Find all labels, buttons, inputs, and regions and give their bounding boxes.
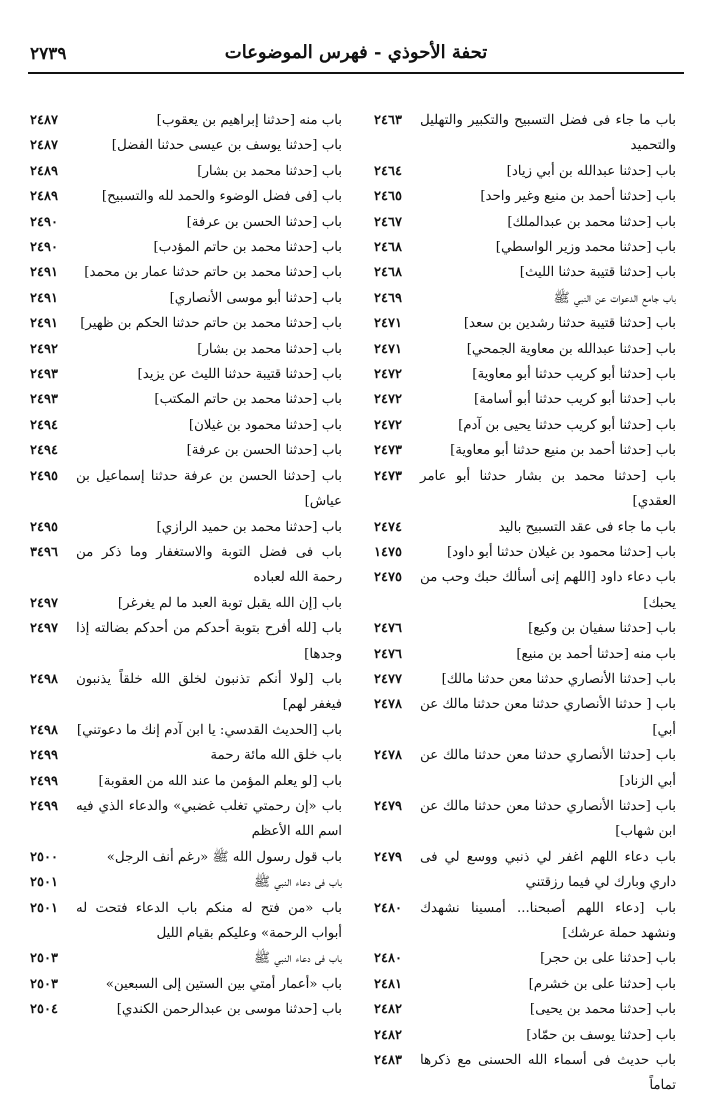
entry-title: باب [حدثنا محمود بن غيلان]: [188, 417, 342, 433]
index-entry: [30, 794, 342, 845]
entry-page-number: ٢٤٩٨: [30, 671, 58, 687]
entry-page-number: ٢٤٧٢: [374, 367, 402, 383]
entry-title: باب [حدثنا الحسن بن عرفة]: [186, 214, 342, 230]
entry-page-number: ٢٤٩٨: [30, 722, 58, 738]
entry-title: باب [دعاء اللهم أصبحنا... أمسينا نشهدك ونشهد حملة عرشك]: [420, 900, 676, 941]
entry-title: باب [حدثنا محمد بن حاتم حدثنا الحكم بن ظهير]: [80, 316, 342, 332]
entry-page-number: ٢٥٠٤: [30, 1002, 58, 1018]
entry-page-number: ٢٥٠٠: [30, 849, 58, 865]
entry-page-number: ٢٤٨٩: [30, 163, 58, 179]
entry-page-number: ٢٤٩٤: [30, 417, 58, 433]
entry-page-number: ٢٤٧٨: [374, 748, 402, 764]
index-entry: [374, 464, 676, 515]
index-entry: [30, 845, 342, 870]
entry-page-number: ٢٤٨٠: [374, 951, 402, 967]
entry-title: باب فى دعاء النبي ﷺ: [253, 951, 342, 967]
index-entry: [374, 362, 676, 387]
index-entry: [30, 896, 342, 947]
entry-page-number: ٢٤٧٣: [374, 443, 402, 459]
entry-page-number: ٢٤٧٢: [374, 417, 402, 433]
entry-title: باب [حدثنا محمد بن حميد الرازي]: [156, 519, 342, 535]
entry-title: باب فى دعاء النبي ﷺ: [253, 875, 342, 891]
entry-title: باب قول رسول الله ﷺ «رغم أنف الرجل»: [106, 849, 342, 865]
entry-page-number: ٢٥٠١: [30, 875, 58, 891]
entry-title: باب [حدثنا أبو موسى الأنصاري]: [169, 290, 342, 306]
index-entry: [374, 260, 676, 285]
index-entry: [30, 870, 342, 895]
index-entry: [374, 235, 676, 260]
entry-page-number: ٢٥٠١: [30, 900, 58, 916]
index-entry: [374, 159, 676, 184]
entry-title: باب [حدثنا أبو كريب حدثنا أبو أسامة]: [473, 392, 676, 408]
entry-title: باب ما جاء فى فضل التسبيح والتكبير والتهليل والتحميد: [420, 113, 676, 154]
entry-page-number: ٢٤٧٣: [374, 468, 402, 484]
index-column-right: [374, 108, 676, 1094]
entry-title: باب ما جاء فى عقد التسبيح باليد: [498, 519, 676, 535]
index-entry: [30, 540, 342, 591]
index-entry: [30, 235, 342, 260]
index-entry: [30, 286, 342, 311]
entry-page-number: ٢٤٧٤: [374, 519, 402, 535]
entry-page-number: ٢٥٠٣: [30, 976, 58, 992]
index-entry: [30, 769, 342, 794]
index-entry: [374, 997, 676, 1022]
index-entry: [30, 413, 342, 438]
entry-title: باب [حدثنا أبو كريب حدثنا يحيى بن آدم]: [458, 417, 676, 433]
index-entry: [374, 1023, 676, 1048]
entry-page-number: ٢٤٨٧: [30, 138, 58, 154]
page-header: [28, 38, 684, 74]
index-entry: [30, 210, 342, 235]
entry-page-number: ٢٤٧٨: [374, 697, 402, 713]
entry-page-number: ٢٤٩٥: [30, 519, 58, 535]
entry-page-number: ٢٤٧٦: [374, 621, 402, 637]
entry-title: باب [لله أفرح بتوبة أحدكم من أحدكم بضالته إذا وجدها]: [76, 621, 342, 662]
entry-page-number: ٢٤٧٢: [374, 392, 402, 408]
entry-title: باب [حدثنا يوسف بن حمّاد]: [526, 1027, 676, 1043]
index-entry: [374, 794, 676, 845]
index-entry: [374, 972, 676, 997]
index-entry: [30, 667, 342, 718]
entry-page-number: ٢٤٩٠: [30, 240, 58, 256]
page-number: ٢٧٣٩: [30, 44, 67, 64]
index-entry: [30, 997, 342, 1022]
entry-title: باب منه [حدثنا أحمد بن منيع]: [516, 646, 676, 662]
entry-title: باب [حدثنا الأنصاري حدثنا معن حدثنا مالك]: [441, 671, 676, 687]
entry-page-number: ٢٤٩٧: [30, 621, 58, 637]
entry-title: باب [حدثنا محمد بن عبدالملك]: [507, 214, 676, 230]
entry-title: باب [حدثنا محمد وزير الواسطي]: [495, 240, 676, 256]
entry-page-number: ٢٤٧٥: [374, 570, 402, 586]
entry-title: باب [حدثنا محمد بن حاتم المؤدب]: [153, 240, 342, 256]
index-entry: [30, 260, 342, 285]
index-entry: [30, 133, 342, 158]
index-entry: [374, 337, 676, 362]
index-entry: [30, 515, 342, 540]
entry-page-number: ٢٤٨٣: [374, 1053, 402, 1069]
index-entry: [30, 108, 342, 133]
index-entry: [30, 743, 342, 768]
index-entry: [374, 642, 676, 667]
index-entry: [374, 311, 676, 336]
index-entry: [374, 515, 676, 540]
entry-page-number: ٢٤٦٤: [374, 163, 402, 179]
index-entry: [30, 184, 342, 209]
entry-page-number: ٢٤٨٩: [30, 189, 58, 205]
entry-page-number: ٢٤٩٩: [30, 773, 58, 789]
entry-page-number: ٢٤٩٥: [30, 468, 58, 484]
entry-page-number: ٢٥٠٣: [30, 951, 58, 967]
index-entry: [374, 565, 676, 616]
index-entry: [30, 616, 342, 667]
index-entry: [374, 387, 676, 412]
entry-title: باب منه [حدثنا إبراهيم بن يعقوب]: [156, 113, 342, 128]
entry-page-number: ٢٤٧٧: [374, 671, 402, 687]
entry-title: باب [حدثنا محمود بن غيلان حدثنا أبو داود]: [446, 544, 676, 560]
index-entry: [374, 845, 676, 896]
index-entry: [30, 159, 342, 184]
entry-title: باب [إن الله يقبل توبة العبد ما لم يغرغر]: [117, 595, 342, 611]
entry-title: باب [حدثنا محمد بن حاتم المكتب]: [154, 392, 342, 408]
entry-page-number: ٢٤٦٨: [374, 240, 402, 256]
entry-page-number: ٢٤٧١: [374, 316, 402, 332]
index-column-left: [30, 108, 342, 1094]
entry-page-number: ٢٤٨١: [374, 976, 402, 992]
entry-title: باب دعاء داود [اللهم إنى أسألك حبك وحب من يحبك]: [420, 570, 676, 611]
index-entry: [30, 337, 342, 362]
index-entry: [374, 616, 676, 641]
entry-title: باب [حدثنا الأنصاري حدثنا معن حدثنا مالك عن أبي الزناد]: [420, 748, 676, 789]
index-entry: [30, 362, 342, 387]
entry-page-number: ٢٤٦٣: [374, 113, 402, 128]
entry-title: باب [حدثنا قتيبة حدثنا الليث عن يزيد]: [137, 367, 342, 383]
index-entry: [374, 184, 676, 209]
entry-title: باب [حدثنا يوسف بن عيسى حدثنا الفضل]: [111, 138, 342, 154]
entry-title: باب «من فتح له منكم باب الدعاء فتحت له أبواب الرحمة» وعليكم بقيام الليل: [76, 900, 342, 941]
entry-title: باب [حدثنا محمد بن بشار حدثنا أبو عامر العقدي]: [420, 468, 676, 510]
entry-title: باب [لولا أنكم تذنبون لخلق الله خلقاً يذنبون فيغفر لهم]: [76, 671, 342, 713]
entry-title: باب [حدثنا عبدالله بن معاوية الجمحي]: [466, 341, 676, 357]
entry-title: باب [حدثنا عبدالله بن أبي زياد]: [506, 163, 676, 179]
entry-page-number: ٢٤٩٤: [30, 443, 58, 459]
entry-title: باب «إن رحمتي تغلب غضبي» والدعاء الذي فيه اسم الله الأعظم: [76, 798, 342, 840]
entry-page-number: ٢٤٩٩: [30, 748, 58, 764]
entry-page-number: ٢٤٩١: [30, 316, 58, 332]
index-entry: [374, 1048, 676, 1099]
entry-title: باب فى فضل التوبة والاستغفار وما ذكر من رحمة الله لعباده: [76, 544, 342, 586]
entry-page-number: ٢٤٧١: [374, 341, 402, 357]
entry-title: باب [حدثنا على بن خشرم]: [528, 976, 676, 992]
index-entry: [374, 286, 676, 311]
index-entry: [30, 591, 342, 616]
index-entry: [30, 718, 342, 743]
index-entry: [374, 540, 676, 565]
entry-title: باب [حدثنا أحمد بن منيع وغير واحد]: [480, 189, 676, 205]
index-entry: [30, 972, 342, 997]
entry-page-number: ٢٤٨٠: [374, 900, 402, 916]
entry-page-number: ٢٤٨٧: [30, 113, 58, 128]
entry-page-number: ٢٤٦٩: [374, 290, 402, 306]
entry-page-number: ٢٤٩٩: [30, 798, 58, 814]
page-title: تحفة الأحوذي - فهرس الموضوعات: [224, 42, 488, 63]
entry-page-number: ٢٤٦٥: [374, 189, 402, 205]
entry-page-number: ٢٤٧٩: [374, 849, 402, 865]
entry-title: باب [حدثنا محمد بن حاتم حدثنا عمار بن محمد]: [84, 265, 342, 281]
entry-title: باب [حدثنا محمد بن بشار]: [197, 163, 342, 179]
index-entry: [30, 311, 342, 336]
entry-title: باب جامع الدعوات عن النبي ﷺ: [553, 290, 676, 306]
entry-page-number: ١٤٧٥: [374, 544, 402, 560]
entry-title: باب [حدثنا قتيبة حدثنا الليث]: [519, 265, 676, 281]
entry-page-number: ٢٤٩٧: [30, 595, 58, 611]
entry-title: باب [حدثنا الأنصاري حدثنا معن حدثنا مالك عن ابن شهاب]: [420, 798, 676, 840]
entry-page-number: ٢٤٧٩: [374, 798, 402, 814]
entry-title: باب [حدثنا قتيبة حدثنا رشدين بن سعد]: [463, 316, 676, 332]
entry-title: باب [حدثنا على بن حجر]: [540, 951, 676, 967]
entry-page-number: ٢٤٨٢: [374, 1002, 402, 1018]
entry-title: باب [حدثنا أبو كريب حدثنا أبو معاوية]: [472, 367, 676, 383]
entry-title: باب «أعمار أمتي بين الستين إلى السبعين»: [105, 976, 342, 992]
entry-title: باب [ حدثنا الأنصاري حدثنا معن حدثنا مالك عن أبي]: [420, 697, 676, 738]
entry-title: باب [لو يعلم المؤمن ما عند الله من العقوبة]: [98, 773, 342, 789]
entry-page-number: ٢٤٩١: [30, 265, 58, 281]
entry-title: باب حديث فى أسماء الله الحسنى مع ذكرها تماماً: [420, 1053, 676, 1094]
index-entry: [374, 667, 676, 692]
index-entry: [374, 413, 676, 438]
entry-title: باب [حدثنا موسى بن عبدالرحمن الكندي]: [116, 1002, 342, 1018]
entry-page-number: ٢٤٩١: [30, 290, 58, 306]
index-entry: [374, 896, 676, 947]
entry-title: باب [فى فضل الوضوء والحمد لله والتسبيح]: [101, 189, 342, 205]
index-entry: [374, 692, 676, 743]
entry-title: باب [الحديث القدسي: يا ابن آدم إنك ما دعوتني]: [76, 722, 342, 738]
entry-page-number: ٢٤٩٠: [30, 214, 58, 230]
entry-page-number: ٢٤٧٦: [374, 646, 402, 662]
entry-page-number: ٣٤٩٦: [30, 544, 58, 560]
entry-page-number: ٢٤٩٣: [30, 367, 58, 383]
entry-title: باب [حدثنا الحسن بن عرفة]: [186, 443, 342, 459]
index-entry: [374, 108, 676, 159]
entry-title: باب خلق الله مائة رحمة: [210, 748, 342, 764]
index-entry: [374, 210, 676, 235]
entry-page-number: ٢٤٩٣: [30, 392, 58, 408]
entry-title: باب [حدثنا محمد بن بشار]: [197, 341, 342, 357]
index-entry: [374, 946, 676, 971]
entry-title: باب دعاء اللهم اغفر لي ذنبي ووسع لي فى داري وبارك لي فيما رزقتني: [420, 849, 676, 891]
index-entry: [30, 946, 342, 971]
index-entry: [30, 438, 342, 463]
entry-title: باب [حدثنا محمد بن يحيى]: [529, 1002, 676, 1018]
entry-page-number: ٢٤٦٨: [374, 265, 402, 281]
entry-title: باب [حدثنا سفيان بن وكيع]: [528, 621, 676, 637]
index-entry: [374, 743, 676, 794]
entry-title: باب [حدثنا الحسن بن عرفة حدثنا إسماعيل بن عياش]: [76, 468, 342, 510]
entry-title: باب [حدثنا أحمد بن منيع حدثنا أبو معاوية]: [450, 443, 676, 459]
index-entry: [30, 387, 342, 412]
entry-page-number: ٢٤٦٧: [374, 214, 402, 230]
entry-page-number: ٢٤٩٢: [30, 341, 58, 357]
index-entry: [30, 464, 342, 515]
entry-page-number: ٢٤٨٢: [374, 1027, 402, 1043]
index-entry: [374, 438, 676, 463]
